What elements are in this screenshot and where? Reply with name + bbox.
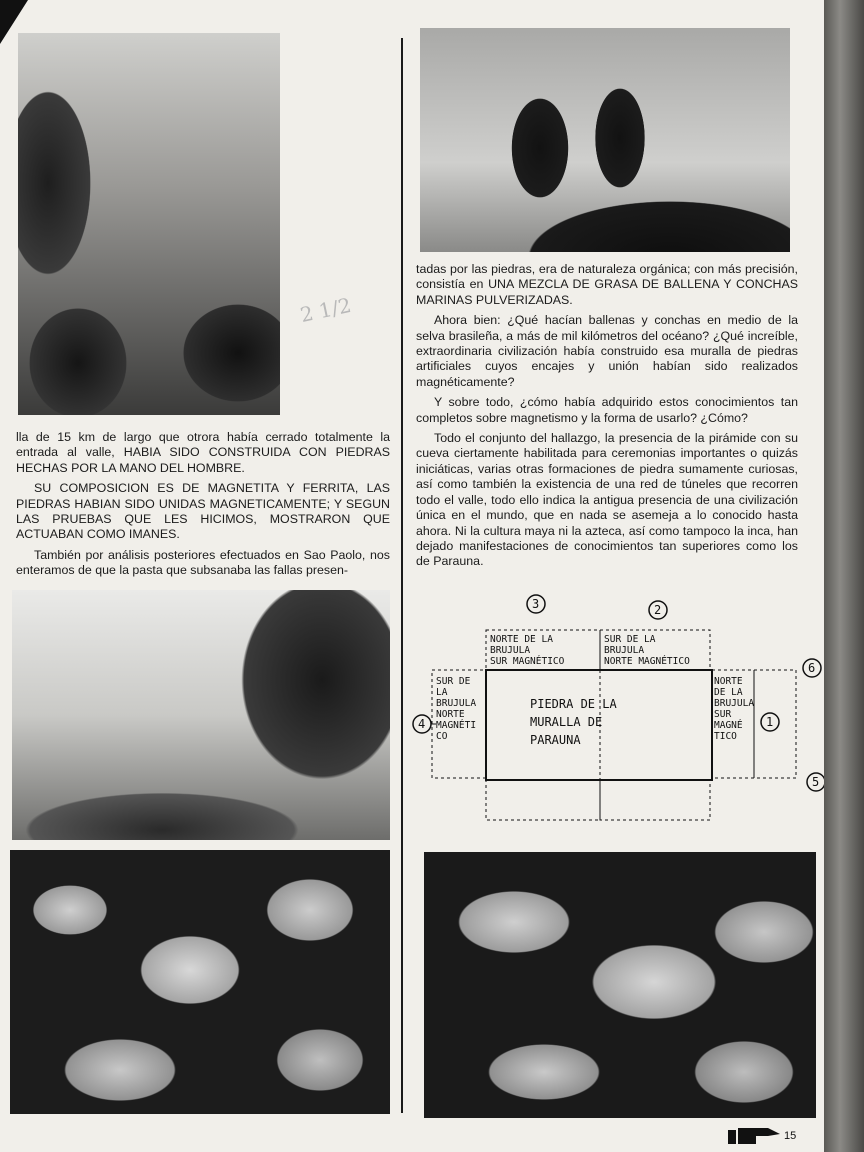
right-outer-box xyxy=(754,670,796,778)
svg-text:4: 4 xyxy=(418,717,426,731)
top-left-label-2: BRUJULA xyxy=(490,645,531,656)
pencil-annotation: 2 1/2 xyxy=(298,292,354,328)
photo-man-by-stone-wall xyxy=(18,33,280,415)
svg-text:1: 1 xyxy=(766,715,774,729)
right-label-3: BRUJULA xyxy=(714,698,755,709)
bottom-right-box xyxy=(600,780,710,820)
left-label-2: LA xyxy=(436,687,448,698)
marker-4 xyxy=(413,715,436,733)
top-left-label-3: SUR MAGNÉTICO xyxy=(490,656,565,667)
left-label-4: NORTE xyxy=(436,709,465,720)
left-label-3: BRUJULA xyxy=(436,698,477,709)
svg-text:5: 5 xyxy=(812,775,820,789)
center-label-line2: MURALLA DE xyxy=(530,715,603,729)
marker-6 xyxy=(803,659,821,677)
right-label-5: MAGNÉ xyxy=(714,720,743,731)
paragraph: Y sobre todo, ¿cómo había adquirido estos conocimientos tan completos sobre magnetismo y la forma de usarlo? ¿Cómo? xyxy=(416,395,798,425)
page-number: 15 xyxy=(784,1130,797,1142)
paragraph: SU COMPOSICION ES DE MAGNETITA Y FERRITA, LAS PIEDRAS HABIAN SIDO UNIDAS MAGNETICAMENTE; Y SEGUN LAS PRUEBAS QUE LES HICIMOS, MOSTRARON QUE ACTUABAN COMO IMANES. xyxy=(16,481,390,542)
marker-1 xyxy=(761,713,779,731)
left-label-5: MAGNÉTI xyxy=(436,720,477,731)
binder-edge xyxy=(824,0,864,1152)
paragraph: lla de 15 km de largo que otrora había cerrado totalmente la entrada al valle, HABIA SIDO CONSTRUIDA CON PIEDRAS HECHAS POR LA MANO DEL HOMBRE. xyxy=(16,430,390,475)
left-column-text xyxy=(16,430,390,584)
center-label-line3: PARAUNA xyxy=(530,733,581,747)
right-label-4: SUR xyxy=(714,709,732,720)
bottom-left-box xyxy=(486,780,600,820)
photo-stone-wall-closeup-right xyxy=(424,852,816,1118)
page-folio xyxy=(728,1124,798,1150)
center-label-line1: PIEDRA DE LA xyxy=(530,697,617,711)
right-label-1: NORTE xyxy=(714,676,743,687)
right-column-text xyxy=(416,262,798,575)
photo-people-on-rocks xyxy=(12,590,390,840)
marker-5 xyxy=(807,773,825,791)
right-label-6: TICO xyxy=(714,731,737,742)
pointing-hand-icon xyxy=(728,1124,782,1146)
left-label-6: CO xyxy=(436,731,448,742)
photo-stone-wall-closeup-left xyxy=(10,850,390,1114)
top-right-label-1: SUR DE LA xyxy=(604,634,656,645)
paragraph: Todo el conjunto del hallazgo, la presencia de la pirámide con su cueva ciertamente habilitada para ceremonias importantes o quizás iniciáticas, varias otras formaciones de piedra sumamente curiosas, así como también la existencia de una red de túneles que recorren todo el valle, todo ello indica la antigua presencia de una civilización única en el mundo, que en nada se asemeja a lo conocido hasta ahora. Ni la cultura maya ni la azteca, así como tampoco la inca, han dejado manifestaciones de conocimientos tan superiores como los de Parauna. xyxy=(416,431,798,569)
right-label-2: DE LA xyxy=(714,687,743,698)
top-right-label-3: NORTE MAGNÉTICO xyxy=(604,656,690,667)
left-label-1: SUR DE xyxy=(436,676,471,687)
paragraph: Ahora bien: ¿Qué hacían ballenas y conchas en medio de la selva brasileña, a más de mil kilómetros del océano? ¿Qué increíble, extraordinaria civilización había construido esa muralla de piedras artificiales cuyos encajes y unión habían sido realizados magnéticamente? xyxy=(416,313,798,389)
paragraph: También por análisis posteriores efectuados en Sao Paolo, nos enteramos de que la pasta que subsanaba las fallas presen- xyxy=(16,547,390,578)
column-divider xyxy=(401,38,403,1113)
magnetic-stone-diagram xyxy=(408,592,828,832)
top-right-label-2: BRUJULA xyxy=(604,645,645,656)
svg-text:6: 6 xyxy=(808,661,816,675)
paragraph: tadas por las piedras, era de naturaleza orgánica; con más precisión, consistía en UNA MEZCLA DE GRASA DE BALLENA Y CONCHAS MARINAS PULVERIZADAS. xyxy=(416,262,798,307)
top-left-label-1: NORTE DE LA xyxy=(490,634,553,645)
svg-text:2: 2 xyxy=(654,603,662,617)
marker-3 xyxy=(527,595,545,613)
photo-two-men-silhouette xyxy=(420,28,790,252)
marker-2 xyxy=(649,601,667,619)
svg-text:3: 3 xyxy=(532,597,540,611)
